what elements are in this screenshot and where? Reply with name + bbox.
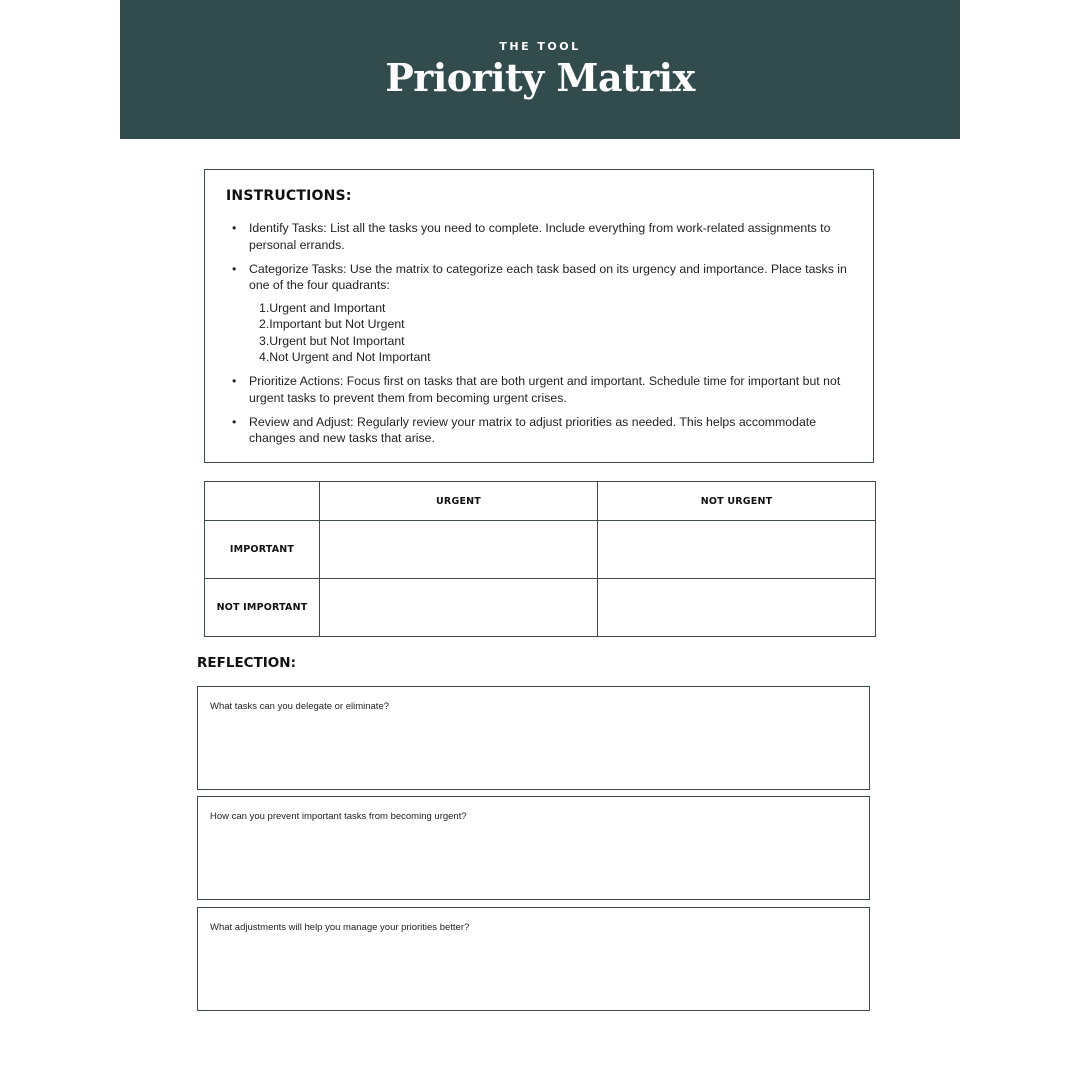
reflection-box-adjustments[interactable] [197, 907, 870, 1011]
matrix-header-row [205, 482, 876, 521]
reflection-prompt: What adjustments will help you manage your priorities better? [210, 922, 470, 933]
row-header-not-important: NOT IMPORTANT [205, 579, 320, 637]
instruction-item: • Prioritize Actions: Focus first on tasks that are both urgent and important. Schedule time for important but not urgent tasks to prevent them from becoming urgent crises. [227, 373, 847, 406]
header-eyebrow: THE TOOL [499, 40, 581, 53]
reflection-heading: REFLECTION: [197, 655, 296, 671]
instruction-item: • Identify Tasks: List all the tasks you need to complete. Include everything from work-related assignments to personal errands. [227, 220, 847, 253]
reflection-box-delegate[interactable] [197, 686, 870, 790]
quadrant-item: 3.Urgent but Not Important [259, 333, 405, 348]
quadrant-urgent-not-important[interactable] [320, 579, 598, 637]
quadrant-urgent-important[interactable] [320, 521, 598, 579]
reflection-prompt: How can you prevent important tasks from becoming urgent? [210, 811, 467, 822]
row-header-important: IMPORTANT [205, 521, 320, 579]
quadrant-list [249, 300, 847, 366]
instruction-item: • Review and Adjust: Regularly review your matrix to adjust priorities as needed. This helps accommodate changes and new tasks that arise. [227, 414, 847, 447]
matrix-corner-cell [205, 482, 320, 521]
page-title: Priority Matrix [385, 55, 695, 100]
priority-matrix-table [204, 481, 876, 637]
quadrant-item: 4.Not Urgent and Not Important [259, 350, 431, 365]
column-header-not-urgent: NOT URGENT [598, 482, 876, 521]
reflection-box-prevent[interactable] [197, 796, 870, 900]
quadrant-item: 2.Important but Not Urgent [259, 317, 405, 332]
quadrant-item: 1.Urgent and Important [259, 300, 386, 315]
instructions-list [227, 220, 847, 454]
matrix-row-not-important [205, 579, 876, 637]
reflection-prompt: What tasks can you delegate or eliminate? [210, 701, 390, 712]
instructions-heading: INSTRUCTIONS: [226, 188, 352, 204]
header-banner [120, 0, 960, 139]
matrix-row-important [205, 521, 876, 579]
column-header-urgent: URGENT [320, 482, 598, 521]
instruction-item: • Categorize Tasks: Use the matrix to categorize each task based on its urgency and importance. Place tasks in one of the four quadrants: 1.Urgent and Important 2.Important but Not Urgent 3.Urgent but Not Important 4.Not Urgent and Not Important [227, 261, 847, 366]
quadrant-not-urgent-not-important[interactable] [598, 579, 876, 637]
instructions-box [204, 169, 874, 463]
quadrant-not-urgent-important[interactable] [598, 521, 876, 579]
